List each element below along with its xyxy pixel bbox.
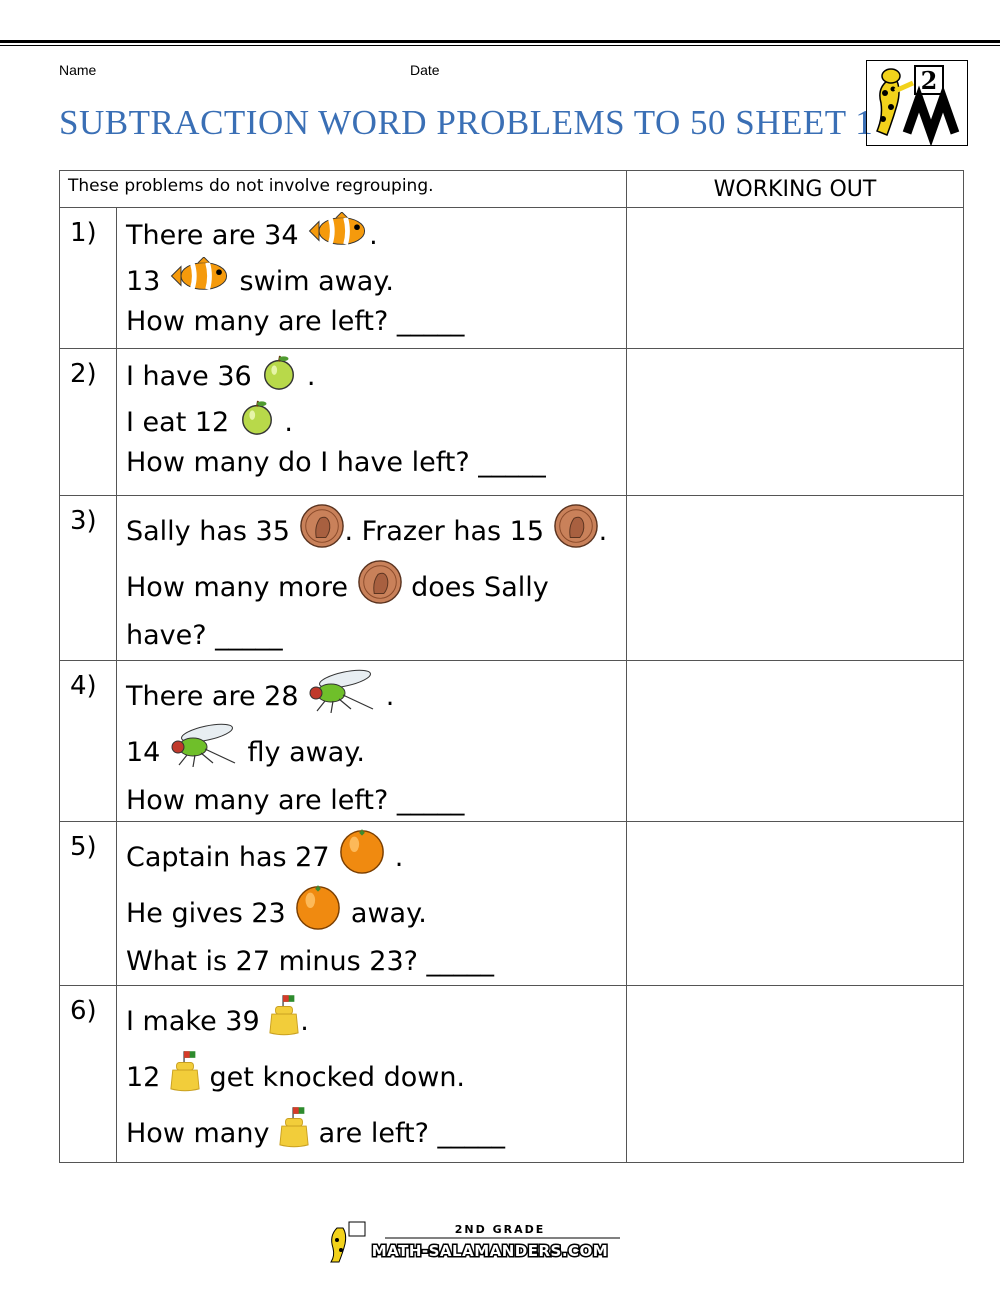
problems-table <box>59 170 964 1163</box>
regrouping-note: These problems do not involve regrouping. <box>60 171 627 208</box>
footer-site: MATH-SALAMANDERS.COM <box>371 1242 609 1260</box>
header-rule-thick <box>0 40 1000 43</box>
problem-row <box>60 986 964 1163</box>
problem-number: 6) <box>60 986 117 1163</box>
working-out-cell[interactable] <box>627 208 964 349</box>
date-label: Date <box>410 62 440 78</box>
penny-icon <box>553 503 599 549</box>
logo-number: 2 <box>920 66 938 95</box>
problem-row <box>60 496 964 661</box>
problem-number: 1) <box>60 208 117 349</box>
problem-text: I have 36 . I eat 12 . How many do I have left? _____ <box>117 349 627 496</box>
clownfish-icon <box>169 257 231 295</box>
working-out-header: WORKING OUT <box>627 171 964 208</box>
working-out-cell[interactable] <box>627 986 964 1163</box>
apple-icon <box>260 353 298 391</box>
footer-logo <box>325 1218 625 1264</box>
problem-number: 3) <box>60 496 117 661</box>
header-rule-thin <box>0 45 1000 46</box>
sandcastle-icon <box>169 1049 201 1093</box>
clownfish-icon <box>307 212 369 250</box>
working-out-cell[interactable] <box>627 496 964 661</box>
problem-text: I make 39 . 12 get knocked down. How many are left? _____ <box>117 986 627 1163</box>
problem-number: 4) <box>60 661 117 822</box>
problem-text: Sally has 35 . Frazer has 15 . How many more does Sally have? _____ <box>117 496 627 661</box>
working-out-cell[interactable] <box>627 822 964 986</box>
sandcastle-icon <box>278 1105 310 1149</box>
working-out-cell[interactable] <box>627 349 964 496</box>
page-title: SUBTRACTION WORD PROBLEMS TO 50 SHEET 1 <box>59 103 874 142</box>
sandcastle-icon <box>268 993 300 1037</box>
apple-icon <box>238 398 276 436</box>
problem-text: There are 34 . 13 swim away. How many are left? _____ <box>117 208 627 349</box>
penny-icon <box>299 503 345 549</box>
penny-icon <box>357 559 403 605</box>
fly-icon <box>307 669 377 713</box>
problem-row <box>60 661 964 822</box>
problem-number: 5) <box>60 822 117 986</box>
problem-row <box>60 349 964 496</box>
problem-row <box>60 822 964 986</box>
orange-icon <box>294 883 342 931</box>
problem-row <box>60 208 964 349</box>
footer-grade: 2ND GRADE <box>454 1223 546 1236</box>
orange-icon <box>338 827 386 875</box>
salamander-logo <box>866 60 968 146</box>
fly-icon <box>169 723 239 767</box>
problem-text: Captain has 27 . He gives 23 away. What is 27 minus 23? _____ <box>117 822 627 986</box>
problem-number: 2) <box>60 349 117 496</box>
working-out-cell[interactable] <box>627 661 964 822</box>
problem-text: There are 28 . 14 fly away. How many are left? _____ <box>117 661 627 822</box>
name-label: Name <box>59 62 97 78</box>
